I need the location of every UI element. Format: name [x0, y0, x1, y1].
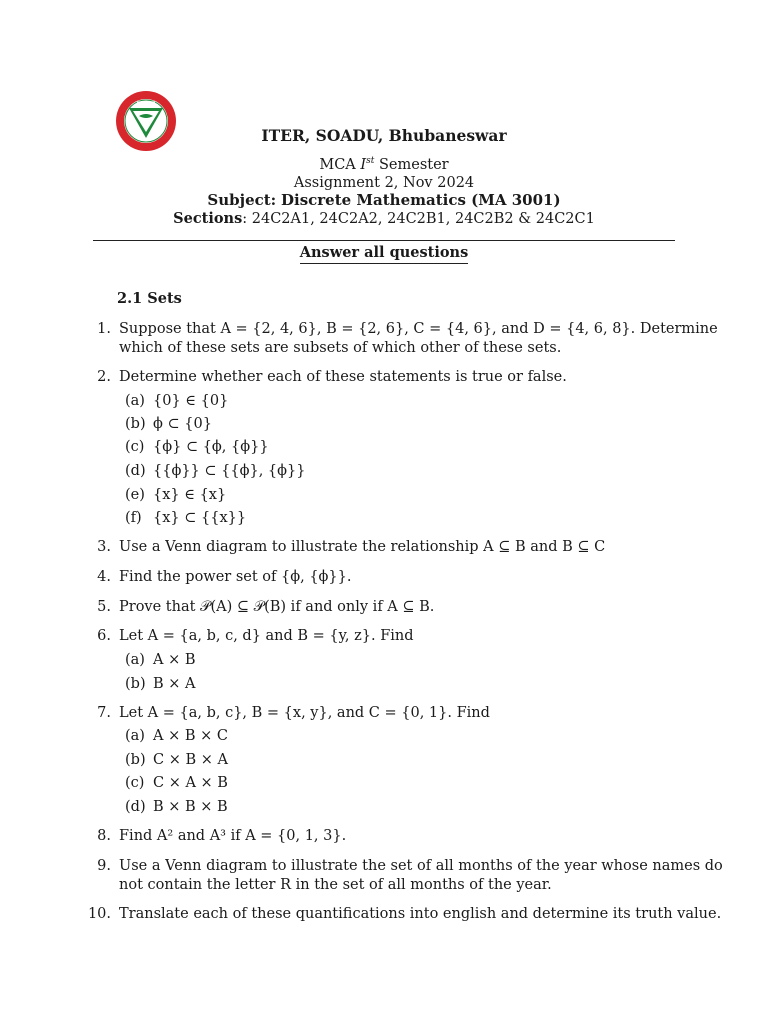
question-text: Let A = {a, b, c}, B = {x, y}, and C = {0, 1}. Find — [119, 705, 490, 721]
question-text: Suppose that A = {2, 4, 6}, B = {2, 6}, C = {4, 6}, and D = {4, 6, 8}. Determine — [119, 321, 718, 337]
question-number: 9. — [97, 858, 111, 874]
institution-title: ITER, SOADU, Bhubaneswar — [261, 126, 507, 145]
question-part: (c) C × A × B — [125, 775, 228, 791]
question-number: 2. — [97, 369, 111, 385]
question-part: (a) A × B — [125, 652, 196, 668]
question-part: (b) ϕ ⊂ {0} — [125, 416, 212, 432]
question-part: (b) C × B × A — [125, 752, 228, 768]
question-part: (a) {0} ∈ {0} — [125, 393, 229, 409]
instruction: Answer all questions — [0, 244, 768, 261]
question-text: Determine whether each of these statements is true or false. — [119, 369, 567, 385]
question-number: 10. — [87, 906, 111, 922]
question-part: (d) B × B × B — [125, 799, 228, 815]
question-text: Use a Venn diagram to illustrate the set of all months of the year whose names do — [119, 858, 723, 874]
assignment-line: Assignment 2, Nov 2024 — [293, 175, 475, 191]
question-part: (b) B × A — [125, 676, 196, 692]
question-number: 8. — [97, 828, 111, 844]
question-text: not contain the letter R in the set of all months of the year. — [119, 877, 552, 893]
question-part: (d) {{ϕ}} ⊂ {{ϕ}, {ϕ}} — [125, 463, 306, 479]
question-text: Find A² and A³ if A = {0, 1, 3}. — [119, 828, 347, 844]
question-part: (e) {x} ∈ {x} — [125, 487, 227, 503]
subject-label: Subject: — [207, 191, 277, 209]
header-divider — [93, 240, 675, 241]
question-part: (a) A × B × C — [125, 728, 228, 744]
question-number: 1. — [97, 321, 111, 337]
question-number: 7. — [97, 705, 111, 721]
sections-value: : 24C2A1, 24C2A2, 24C2B1, 24C2B2 & 24C2C1 — [242, 211, 595, 227]
question-number: 3. — [97, 539, 111, 555]
sections-line — [0, 210, 768, 227]
question-text: Find the power set of {ϕ, {ϕ}}. — [119, 569, 352, 585]
sections-label: Sections — [173, 210, 243, 227]
section-title: 2.1 Sets — [117, 290, 182, 307]
question-part: (f) {x} ⊂ {{x}} — [125, 510, 247, 526]
question-text: which of these sets are subsets of which other of these sets. — [119, 340, 562, 356]
question-text: Use a Venn diagram to illustrate the relationship A ⊆ B and B ⊆ C — [119, 539, 606, 555]
question-text: Translate each of these quantifications into english and determine its truth value. — [119, 906, 722, 922]
question-part: (c) {ϕ} ⊂ {ϕ, {ϕ}} — [125, 439, 269, 455]
subject-line — [0, 191, 768, 209]
question-number: 4. — [97, 569, 111, 585]
question-text: Prove that 𝒫(A) ⊆ 𝒫(B) if and only if A ⊆ B. — [119, 599, 435, 615]
semester-line: MCA Ist Semester — [319, 156, 449, 173]
question-text: Let A = {a, b, c, d} and B = {y, z}. Find — [119, 628, 414, 644]
subject-value: Discrete Mathematics (MA 3001) — [281, 191, 561, 209]
question-number: 6. — [97, 628, 111, 644]
question-number: 5. — [97, 599, 111, 615]
